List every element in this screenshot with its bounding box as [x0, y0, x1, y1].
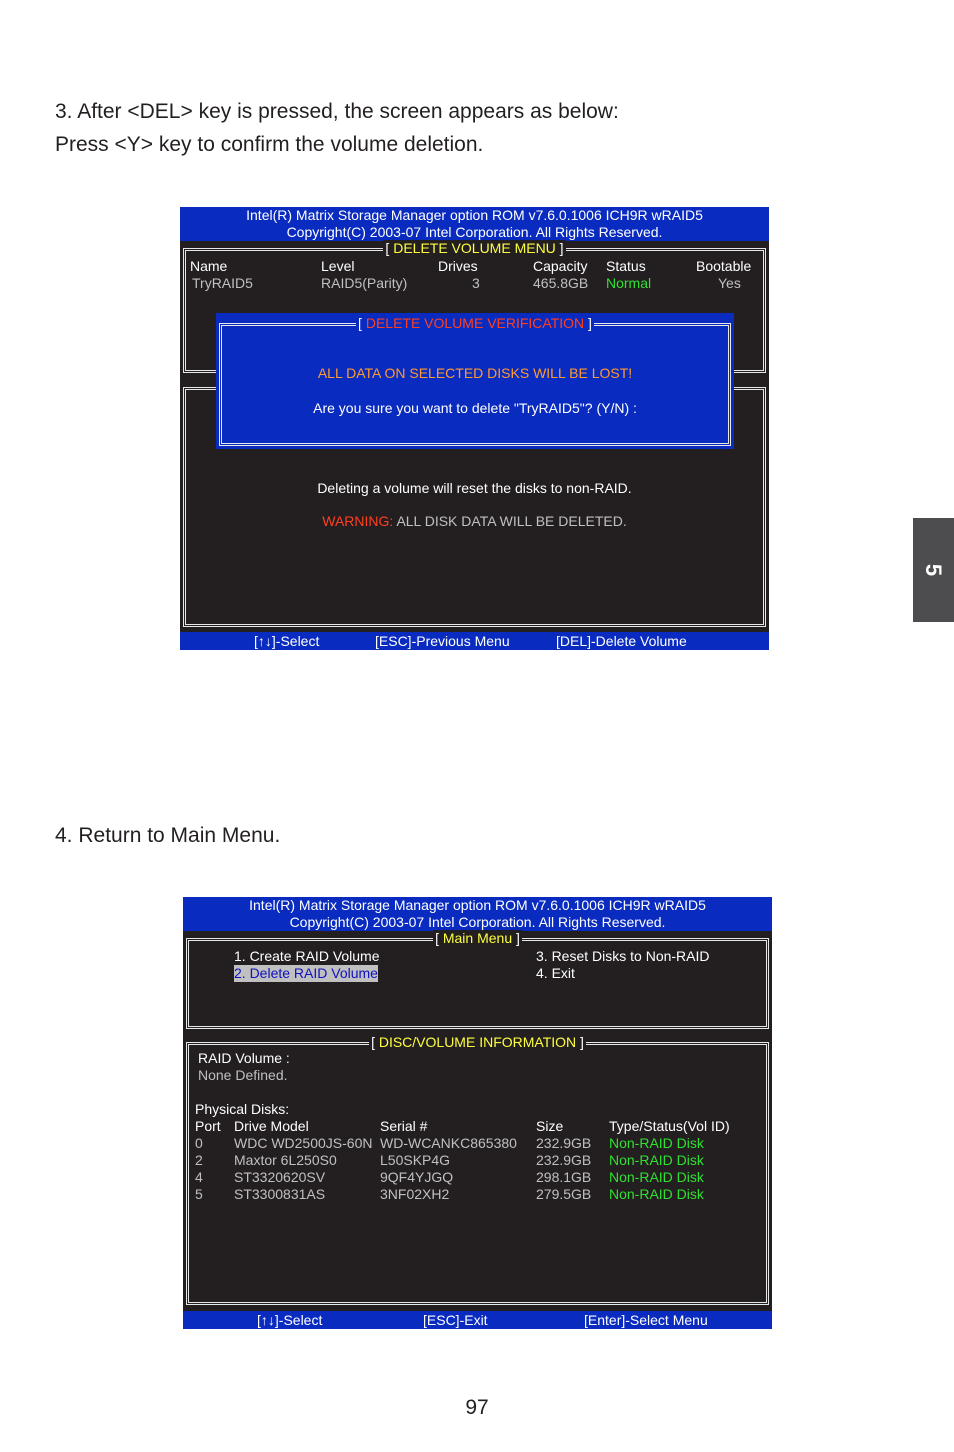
column-status: Status: [606, 258, 646, 274]
volume-name: TryRAID5: [192, 275, 253, 291]
disk-size: 298.1GB: [536, 1169, 592, 1185]
raid-volume-label: RAID Volume :: [198, 1050, 290, 1066]
delete-volume-menu-frame: [ DELETE VOLUME MENU ]: [183, 248, 766, 373]
disk-serial: WD-WCANKC865380: [380, 1135, 517, 1151]
bios-header: [180, 207, 769, 241]
dialog-question[interactable]: Are you sure you want to delete "TryRAID5"? (Y/N) :: [313, 400, 637, 416]
dialog-title: DELETE VOLUME VERIFICATION: [365, 315, 585, 331]
column-level: Level: [321, 258, 355, 274]
volume-status: Normal: [606, 275, 652, 291]
raid-volume-value: None Defined.: [198, 1067, 288, 1083]
disk-column-size: Size: [536, 1118, 564, 1134]
delete-volume-screen: [180, 207, 769, 650]
dialog-warning: ALL DATA ON SELECTED DISKS WILL BE LOST!: [317, 365, 633, 381]
footer-delete-volume-key[interactable]: [DEL]-Delete Volume: [556, 633, 687, 649]
disc-volume-info-frame: [ DISC/VOLUME INFORMATION ]: [186, 1042, 769, 1305]
menu-delete-raid-volume[interactable]: 2. Delete RAID Volume: [234, 965, 378, 981]
bios-footer: [183, 1311, 772, 1329]
disk-model: Maxtor 6L250S0: [234, 1152, 337, 1168]
header-line2: Copyright(C) 2003-07 Intel Corporation. All Rights Reserved.: [289, 914, 666, 930]
disc-volume-info-title: DISC/VOLUME INFORMATION: [378, 1034, 577, 1050]
column-name: Name: [190, 258, 228, 274]
menu-exit[interactable]: 4. Exit: [536, 965, 575, 981]
disk-type: Non-RAID Disk: [609, 1186, 704, 1202]
header-line1: Intel(R) Matrix Storage Manager option ROM v7.6.0.1006 ICH9R wRAID5: [249, 897, 706, 913]
chapter-tab: [913, 518, 954, 622]
volume-level: RAID5(Parity): [321, 275, 408, 291]
disk-serial: 3NF02XH2: [380, 1186, 450, 1202]
menu-create-raid-volume[interactable]: 1. Create RAID Volume: [234, 948, 380, 964]
disk-column-serial: Serial #: [380, 1118, 428, 1134]
footer-select-key[interactable]: [↑↓]-Select: [257, 1312, 323, 1328]
disk-column-model: Drive Model: [234, 1118, 309, 1134]
header-line2: Copyright(C) 2003-07 Intel Corporation. All Rights Reserved.: [286, 224, 663, 240]
warning-label: WARNING:: [322, 513, 394, 529]
disk-model: WDC WD2500JS-60N: [234, 1135, 373, 1151]
footer-select-key[interactable]: [↑↓]-Select: [254, 633, 320, 649]
disk-serial: L50SKP4G: [380, 1152, 451, 1168]
disk-model: ST3300831AS: [234, 1186, 326, 1202]
chapter-number: 5: [921, 563, 947, 577]
footer-select-menu-key[interactable]: [Enter]-Select Menu: [584, 1312, 708, 1328]
page-number: 97: [465, 1396, 489, 1419]
physical-disks-label: Physical Disks:: [195, 1101, 290, 1117]
column-drives: Drives: [438, 258, 478, 274]
main-menu-title: Main Menu: [442, 930, 513, 946]
disk-model: ST3320620SV: [234, 1169, 326, 1185]
header-line1: Intel(R) Matrix Storage Manager option ROM v7.6.0.1006 ICH9R wRAID5: [246, 207, 703, 223]
volume-drives: 3: [472, 275, 480, 291]
footer-exit-key[interactable]: [ESC]-Exit: [423, 1312, 488, 1328]
disk-size: 279.5GB: [536, 1186, 592, 1202]
disk-port: 2: [195, 1152, 203, 1168]
warning-line: [180, 513, 769, 530]
delete-volume-menu-title: DELETE VOLUME MENU: [393, 240, 556, 256]
disk-port: 0: [195, 1135, 203, 1151]
help-line: Deleting a volume will reset the disks to non-RAID.: [317, 480, 632, 496]
disk-port: 4: [195, 1169, 203, 1185]
disk-column-port: Port: [195, 1118, 221, 1134]
column-capacity: Capacity: [533, 258, 588, 274]
disk-type: Non-RAID Disk: [609, 1169, 704, 1185]
step3-line2: Press <Y> key to confirm the volume deletion.: [55, 133, 484, 156]
delete-verification-dialog: [ DELETE VOLUME VERIFICATION ] ALL DATA ON SELECTED DISKS WILL BE LOST! Are you sure you want to delete "TryRAID5"? (Y/N) :: [216, 313, 734, 449]
warning-text: ALL DISK DATA WILL BE DELETED.: [396, 513, 627, 529]
disk-column-type: Type/Status(Vol ID): [609, 1118, 730, 1134]
bios-footer: [180, 632, 769, 650]
disk-serial: 9QF4YJGQ: [380, 1169, 454, 1185]
step3-line1: 3. After <DEL> key is pressed, the screen appears as below:: [55, 100, 619, 123]
bios-header: [183, 897, 772, 931]
disk-type: Non-RAID Disk: [609, 1135, 704, 1151]
main-menu-frame: [ Main Menu ]: [186, 938, 769, 1029]
volume-bootable: Yes: [718, 275, 741, 291]
volume-capacity: 465.8GB: [533, 275, 589, 291]
disk-port: 5: [195, 1186, 203, 1202]
step4-text: 4. Return to Main Menu.: [55, 824, 281, 847]
main-menu-screen: [183, 897, 772, 1329]
footer-previous-menu-key[interactable]: [ESC]-Previous Menu: [375, 633, 510, 649]
disk-type: Non-RAID Disk: [609, 1152, 704, 1168]
disk-size: 232.9GB: [536, 1135, 592, 1151]
disk-size: 232.9GB: [536, 1152, 592, 1168]
column-bootable: Bootable: [696, 258, 752, 274]
menu-reset-disks[interactable]: 3. Reset Disks to Non-RAID: [536, 948, 710, 964]
